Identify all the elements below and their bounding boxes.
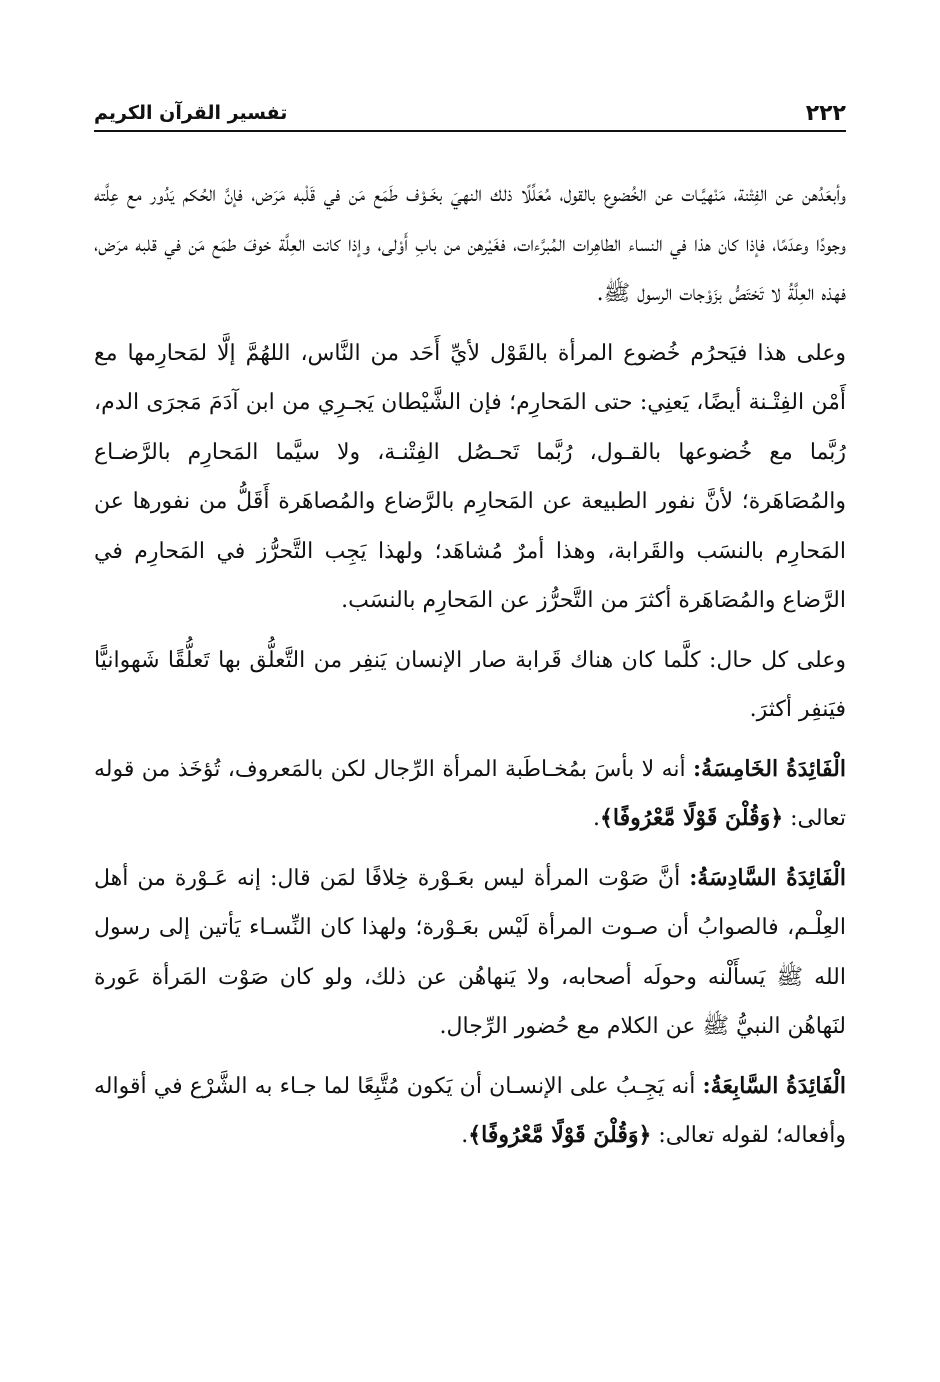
body-text (94, 170, 846, 1171)
paragraph-text: أنه يَجِـبُ على الإنسـان أن يَكون مُتَّبِعًا لما جـاء به الشَّرْع في أقواله وأفعاله؛ لقوله تعالى: (94, 1073, 846, 1148)
paragraph-tail: . (461, 1123, 469, 1148)
paragraph-text: وعلى كل حال: كلَّما كان هناك قَرابة صار الإنسان يَنفِر من التَّعلُّق بها تَعلُّقًا شَهوانيًّا فيَنفِر أكثرَ. (94, 647, 846, 722)
page-number: ٢٢٢ (805, 100, 846, 126)
paragraph-text: وعلى هذا فيَحرُم خُضوع المرأة بالقَوْل لأيِّ أَحَد من النَّاس، اللهُمَّ إلَّا لمَحارِمها مع أَمْن الفِتْـنة أيضًا، يَعنِي: حتى المَحارِم؛ فإن الشَّيْطان يَجـرِي من ابن آدَمَ مَجرَى الدم، رُبَّما مع خُضوعها بالقـول، رُبَّما تَحـصُل الفِتْنـة، ولا سيَّما المَحارِم بالرَّضـاع والمُصَاهَرة؛ لأنَّ نفور الطبيعة عن المَحارِم بالرَّضاع والمُصاهَرة أَقَلُّ من نفورها عن المَحارِم بالنسَب والقَرابة، وهذا أمرٌ مُشاهَد؛ ولهذا يَجِب التَّحرُّز في المَحارِم في الرَّضاع والمُصَاهَرة أكثرَ من التَّحرُّز عن المَحارِم بالنسَب. (94, 340, 846, 613)
paragraph-text: أنَّ صَوْت المرأة ليس بعَـوْرة خِلافًا لمَن قال: إنه عَـوْرة من أهل العِلْـم، فالصوابُ أن صـوت المرأة لَيْس بعَـوْرة؛ ولهذا كان النِّسـاء يَأتين إلى رسول الله ﷺ يَسأَلْنه وحولَه أصحابه، ولا يَنهاهُن عن ذلك، ولو كان صَوْت المَرأة عَورة لنَهاهُن النبيُّ ﷺ عن الكلام مع حُضور الرِّجال. (94, 865, 846, 1039)
paragraph-2 (94, 329, 846, 626)
paragraph-1 (94, 170, 846, 319)
paragraph-6 (94, 1062, 846, 1161)
paragraph-5 (94, 854, 846, 1052)
benefit-heading: الْفَائِدَةُ السَّابِعَةُ: (702, 1072, 847, 1099)
quran-quote: ﴿وَقُلْنَ قَوْلًا مَّعْرُوفًا﴾ (600, 805, 784, 831)
running-title: تفسير القرآن الكريم (94, 102, 288, 124)
paragraph-text: أنه لا بأسَ بمُخـاطَبة المرأة الرِّجال لكن بالمَعروف، تُؤخَذ من قوله تعالى: (94, 756, 846, 831)
quran-quote: ﴿وَقُلْنَ قَوْلًا مَّعْرُوفًا﴾ (468, 1122, 652, 1148)
paragraph-tail: . (593, 806, 601, 831)
paragraph-text: وأبعَدُهن عن الفِتْنة، مَنْهيَّـات عن الخُضوع بالقول، مُعَلِّلًا ذلك النهيَ بخَـوْف طَمَع مَن في قَلْبه مَرَض، فإنَّ الحُكم يَدُور مع عِلَّته وجودًا وعدَمًا، فإذا كان هذا في النساء الطاهِرات المُبرَّءات، فغَيْرهن من بابِ أَوْلى، وإذا كانت العِلَّة خوفَ طمَع مَن في قلبه مرَض، فهذه العِلَّةُ لا تَختَصُّ بزَوْجات الرسول ﷺ. (94, 182, 846, 306)
paragraph-3 (94, 636, 846, 735)
benefit-heading: الْفَائِدَةُ السَّادِسَةُ: (689, 864, 846, 891)
benefit-heading: الْفَائِدَةُ الخَامِسَةُ: (693, 755, 846, 782)
paragraph-4 (94, 745, 846, 844)
page-header (94, 96, 846, 132)
